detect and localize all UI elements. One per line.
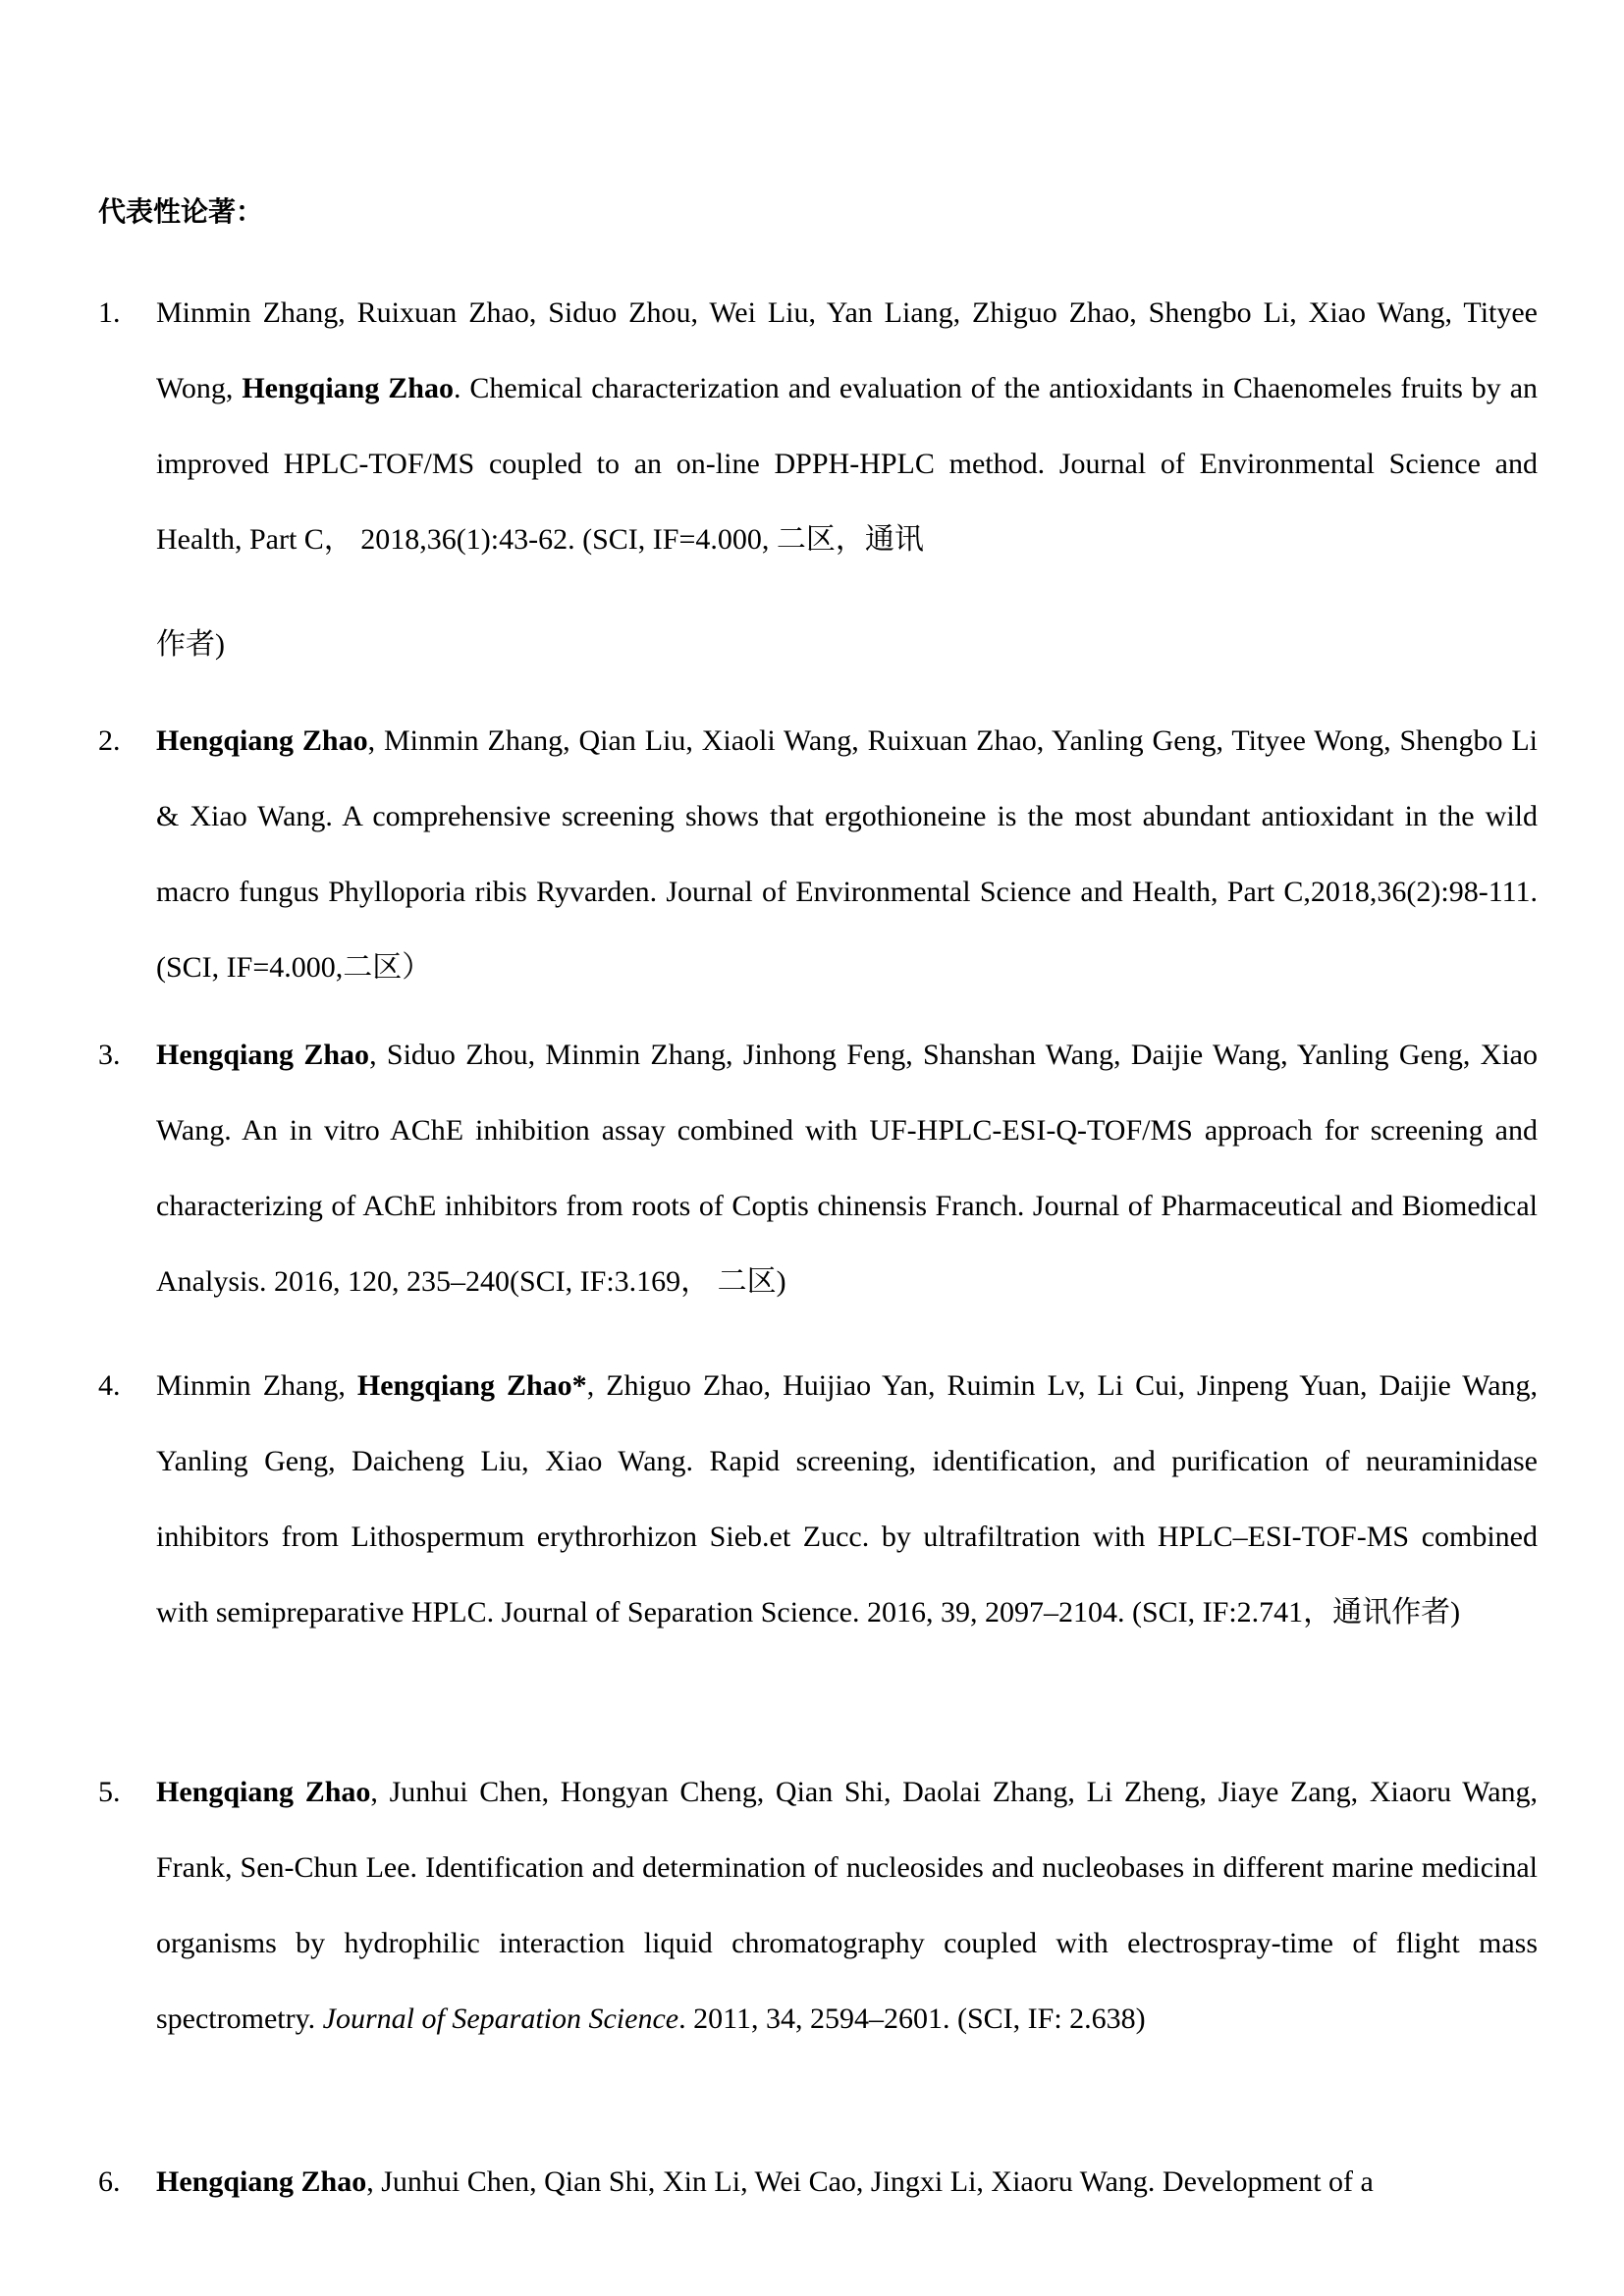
reference-authors: Minmin Zhang, [156,1369,357,1402]
reference-details: , Junhui Chen, Hongyan Cheng, Qian Shi, Daolai Zhang, Li Zheng, Jiaye Zang, Xiaoru Wang, Frank, Sen-Chun Lee. Identification and determination of nucleosides and nucleobases in different marine medicinal organisms by hydrophilic interaction liquid chromatography coupled with electrospray-time of flight mass spectrometry. [156,1776,1539,2035]
reference-text [156,1348,1538,1650]
highlighted-author: Hengqiang Zhao [156,1039,370,1071]
reference-number: 2. [98,724,121,757]
reference-item [98,275,1538,682]
reference-item [98,1754,1538,2056]
reference-details: . Chemical characterization and evaluation of the antioxidants in Chaenomeles fruits by an improved HPLC-TOF/MS coupled to an on-line DPPH-HPLC method. Journal of Environmental Science and Health, Part C， 2018,36(1):43-62. (SCI, IF=4.000, 二区，通讯 [156,372,1539,556]
highlighted-author: Hengqiang Zhao* [356,1369,587,1402]
highlighted-author: Hengqiang Zhao [156,1776,371,1808]
reference-number: 5. [98,1776,121,1808]
reference-details: , Zhiguo Zhao, Huijiao Yan, Ruimin Lv, Li Cui, Jinpeng Yuan, Daijie Wang, Yanling Geng, Daicheng Liu, Xiao Wang. Rapid screening, identification, and purification of neuraminidase inhibitors from Lithospermum erythrorhizon Sieb.et Zucc. by ultrafiltration with HPLC–ESI-TOF-MS combined with semipreparative HPLC. Journal of Separation Science. 2016, 39, 2097–2104. (SCI, IF:2.741，通讯作者) [156,1369,1539,1629]
reference-text [156,1017,1538,1319]
reference-item [98,1348,1538,1650]
highlighted-author: Hengqiang Zhao [156,2165,367,2198]
reference-item [98,703,1538,1005]
reference-details: , Siduo Zhou, Minmin Zhang, Jinhong Feng, Shanshan Wang, Daijie Wang, Yanling Geng, Xiao Wang. An in vitro AChE inhibition assay combined with UF-HPLC-ESI-Q-TOF/MS approach for screening and characterizing of AChE inhibitors from roots of Coptis chinensis Franch. Journal of Pharmaceutical and Biomedical Analysis. 2016, 120, 235–240(SCI, IF:3.169， 二区) [156,1039,1538,1298]
highlighted-author: Hengqiang Zhao [156,724,368,757]
reference-text [156,1754,1538,2056]
reference-number: 3. [98,1039,121,1071]
reference-citation: . 2011, 34, 2594–2601. (SCI, IF: 2.638) [678,2002,1146,2035]
reference-text [156,275,1538,682]
reference-number: 1. [98,296,121,329]
reference-tail: 作者) [156,628,225,661]
journal-name: Journal of Separation Science [322,2002,679,2035]
reference-details: , Junhui Chen, Qian Shi, Xin Li, Wei Cao, Jingxi Li, Xiaoru Wang. Development of a [366,2165,1374,2198]
section-heading: 代表性论著： [98,195,264,228]
reference-item [98,2144,1538,2219]
reference-number: 6. [98,2165,121,2198]
reference-number: 4. [98,1369,121,1402]
reference-item [98,1017,1538,1319]
highlighted-author: Hengqiang Zhao [242,372,454,404]
reference-text [156,703,1538,1005]
reference-details: , Minmin Zhang, Qian Liu, Xiaoli Wang, Ruixuan Zhao, Yanling Geng, Tityee Wong, Shengbo Li & Xiao Wang. A comprehensive screening shows that ergothioneine is the most abundant antioxidant in the wild macro fungus Phylloporia ribis Ryvarden. Journal of Environmental Science and Health, Part C,2018,36(2):98-111.(SCI, IF=4.000,二区） [156,724,1539,984]
reference-authors: Minmin Zhang, Ruixuan Zhao, Siduo Zhou, Wei Liu, Yan Liang, Zhiguo Zhao, Shengbo Li, Xiao Wang, Tityee Wong, [156,296,1538,404]
reference-text [156,2144,1538,2219]
